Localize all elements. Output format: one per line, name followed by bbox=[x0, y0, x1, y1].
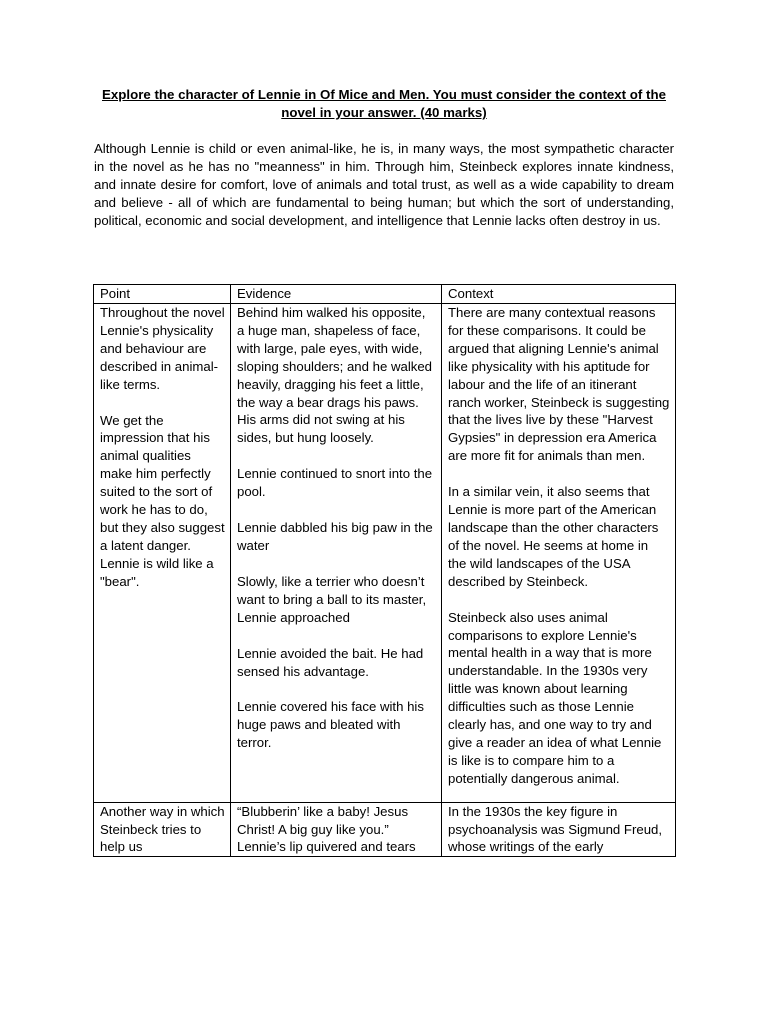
evidence-quote: Slowly, like a terrier who doesn’t want to bring a ball to its master, Lennie approached bbox=[237, 573, 427, 625]
essay-question-title: Explore the character of Lennie in Of Mice and Men. You must consider the context of the novel in your answer. (40 marks) bbox=[102, 87, 666, 120]
context-paragraph: In a similar vein, it also seems that Lennie is more part of the American landscape than the other characters of the novel. He seems at home in the wild landscapes of the USA described by Steinbeck. bbox=[448, 484, 659, 589]
analysis-table bbox=[93, 284, 676, 857]
evidence-quote: Behind him walked his opposite, a huge man, shapeless of face, with large, pale eyes, with wide, sloping shoulders; and he walked heavily, dragging his feet a little, the way a bear drags his paws. His arms did not swing at his sides, but hung loosely. bbox=[237, 305, 433, 446]
context-paragraph: Steinbeck also uses animal comparisons to explore Lennie's mental health in a way that is more understandable. In the 1930s very little was known about learning difficulties such as those Lennie clearly has, and one way to try and give a reader an idea of what Lennie is like is to compare him to a potentially dangerous animal. bbox=[448, 609, 662, 786]
context-cell bbox=[442, 304, 676, 803]
evidence-cell bbox=[231, 304, 442, 803]
point-paragraph: Another way in which Steinbeck tries to help us bbox=[100, 803, 225, 855]
context-paragraph: In the 1930s the key figure in psychoanalysis was Sigmund Freud, whose writings of the early bbox=[448, 803, 663, 855]
evidence-quote: Lennie covered his face with his huge paws and bleated with terror. bbox=[237, 699, 424, 751]
table-row bbox=[94, 802, 676, 857]
evidence-quote: Lennie continued to snort into the pool. bbox=[237, 466, 433, 500]
evidence-quote: Lennie dabbled his big paw in the water bbox=[237, 520, 433, 553]
intro-paragraph: Although Lennie is child or even animal-like, he is, in many ways, the most sympathetic character in the novel as he has no "meanness" in him. Through him, Steinbeck explores innate kindness, and innate desire for comfort, love of animals and total trust, as well as a wide capability to dream and believe - all of which are fundamental to being human; but which the sort of understanding, political, economic and social development, and intelligence that Lennie lacks often destroy in us. bbox=[94, 141, 674, 228]
context-paragraph: There are many contextual reasons for these comparisons. It could be argued that aligning Lennie's animal like physicality with his aptitude for labour and the life of an itinerant ranch worker, Steinbeck is suggesting that the lives live by these "Harvest Gypsies" in depression era America are more fit for animals than men. bbox=[448, 305, 670, 464]
header-context: Context bbox=[442, 285, 676, 304]
point-paragraph: Throughout the novel Lennie's physicality and behaviour are described in animal-like terms. bbox=[100, 305, 225, 392]
table-header-row bbox=[94, 285, 676, 304]
point-paragraph: We get the impression that his animal qualities make him perfectly suited to the sort of work he has to do, but they also suggest a latent danger. Lennie is wild like a "bear". bbox=[100, 412, 225, 589]
evidence-quote: Lennie avoided the bait. He had sensed his advantage. bbox=[237, 645, 424, 679]
table-row bbox=[94, 304, 676, 803]
context-cell bbox=[442, 802, 676, 857]
header-point: Point bbox=[94, 285, 231, 304]
evidence-quote: “Blubberin’ like a baby! Jesus Christ! A big guy like you.” Lennie’s lip quivered and tears bbox=[237, 803, 416, 855]
header-evidence: Evidence bbox=[231, 285, 442, 304]
evidence-cell bbox=[231, 802, 442, 857]
point-cell bbox=[94, 304, 231, 803]
point-cell bbox=[94, 802, 231, 857]
